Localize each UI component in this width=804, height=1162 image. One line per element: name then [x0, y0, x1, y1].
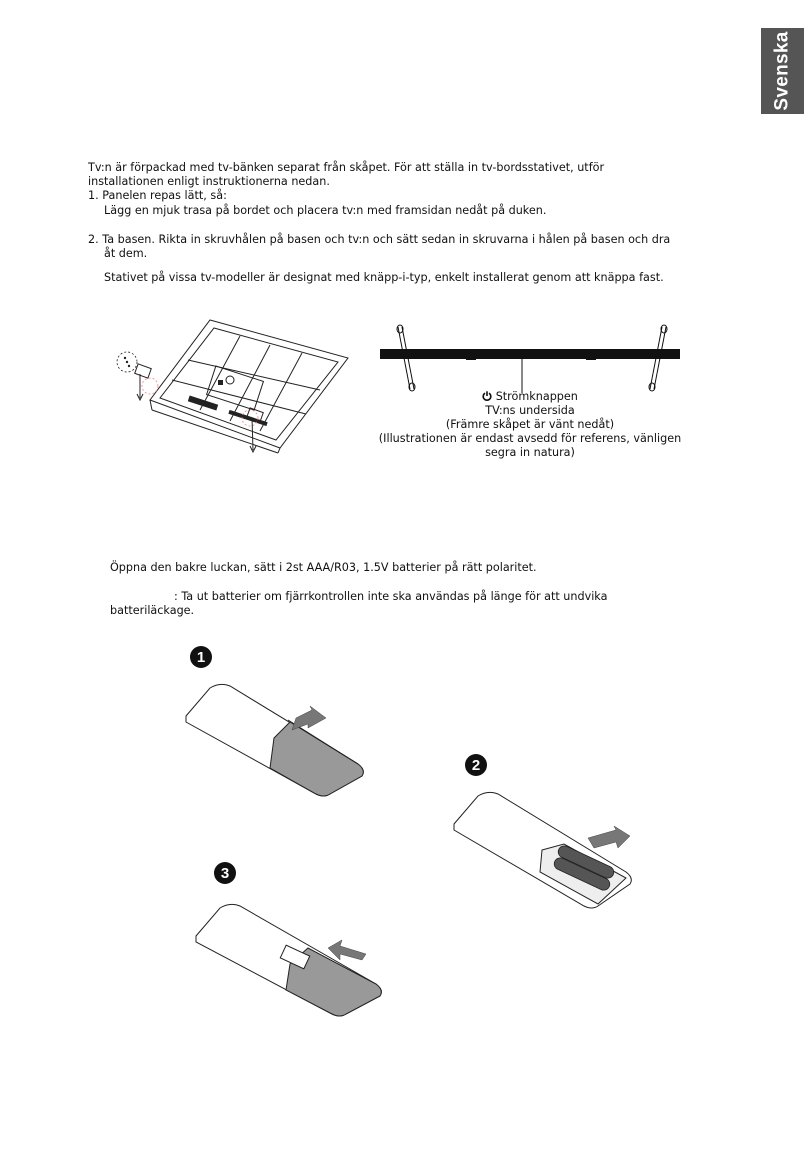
intro-line-2: installationen enligt instruktionerna nedan. [88, 175, 330, 188]
remote-step-2-badge: 2 [465, 754, 487, 776]
battery-instruction: Öppna den bakre luckan, sätt i 2st AAA/R03, 1.5V batterier på rätt polaritet. [110, 561, 537, 574]
tv-back-illustration [110, 318, 360, 453]
tv-bottom-illustration [376, 325, 686, 395]
stand-note: Stativet på vissa tv-modeller är designat med knäpp-i-typ, enkelt installerat genom att knäppa fast. [104, 271, 664, 284]
step-2-number: 2. [88, 233, 99, 246]
step-1-number: 1. [88, 189, 99, 202]
remote-step-2-illustration [448, 786, 638, 916]
caption-line-3: (Illustrationen är endast avsedd för referens, vänligen [378, 432, 682, 445]
caption-line-4: segra in natura) [485, 446, 575, 459]
remote-step-3-illustration [190, 898, 390, 1018]
caption-line-2: (Främre skåpet är vänt nedåt) [445, 418, 615, 431]
remote-step-1-illustration [180, 678, 370, 798]
tv-caption [350, 390, 710, 460]
step-1-detail: Lägg en mjuk trasa på bordet och placera tv:n med framsidan nedåt på duken. [104, 204, 547, 217]
language-label: Svenska [771, 31, 793, 111]
step-2-title: Ta basen. Rikta in skruvhålen på basen och tv:n och sätt sedan in skruvarna i hålen på basen och dra [102, 233, 671, 246]
step-2-detail: åt dem. [104, 247, 148, 260]
power-button-label: Strömknappen [495, 390, 578, 403]
intro-line-1: Tv:n är förpackad med tv-bänken separat från skåpet. För att ställa in tv-bordsstativet, utför [88, 161, 605, 174]
power-icon [482, 391, 492, 401]
power-button-row [350, 390, 710, 404]
remote-step-3-badge: 3 [214, 862, 236, 884]
language-tab [761, 28, 804, 114]
battery-warning-line-1: : Ta ut batterier om fjärrkontrollen inte ska användas på länge för att undvika [174, 590, 608, 603]
caption-line-1: TV:ns undersida [485, 404, 575, 417]
step-1 [88, 188, 227, 203]
step-2 [88, 232, 670, 247]
battery-warning-line-2: batteriläckage. [110, 604, 195, 617]
remote-step-1-badge: 1 [190, 646, 212, 668]
step-1-title: Panelen repas lätt, så: [102, 189, 227, 202]
